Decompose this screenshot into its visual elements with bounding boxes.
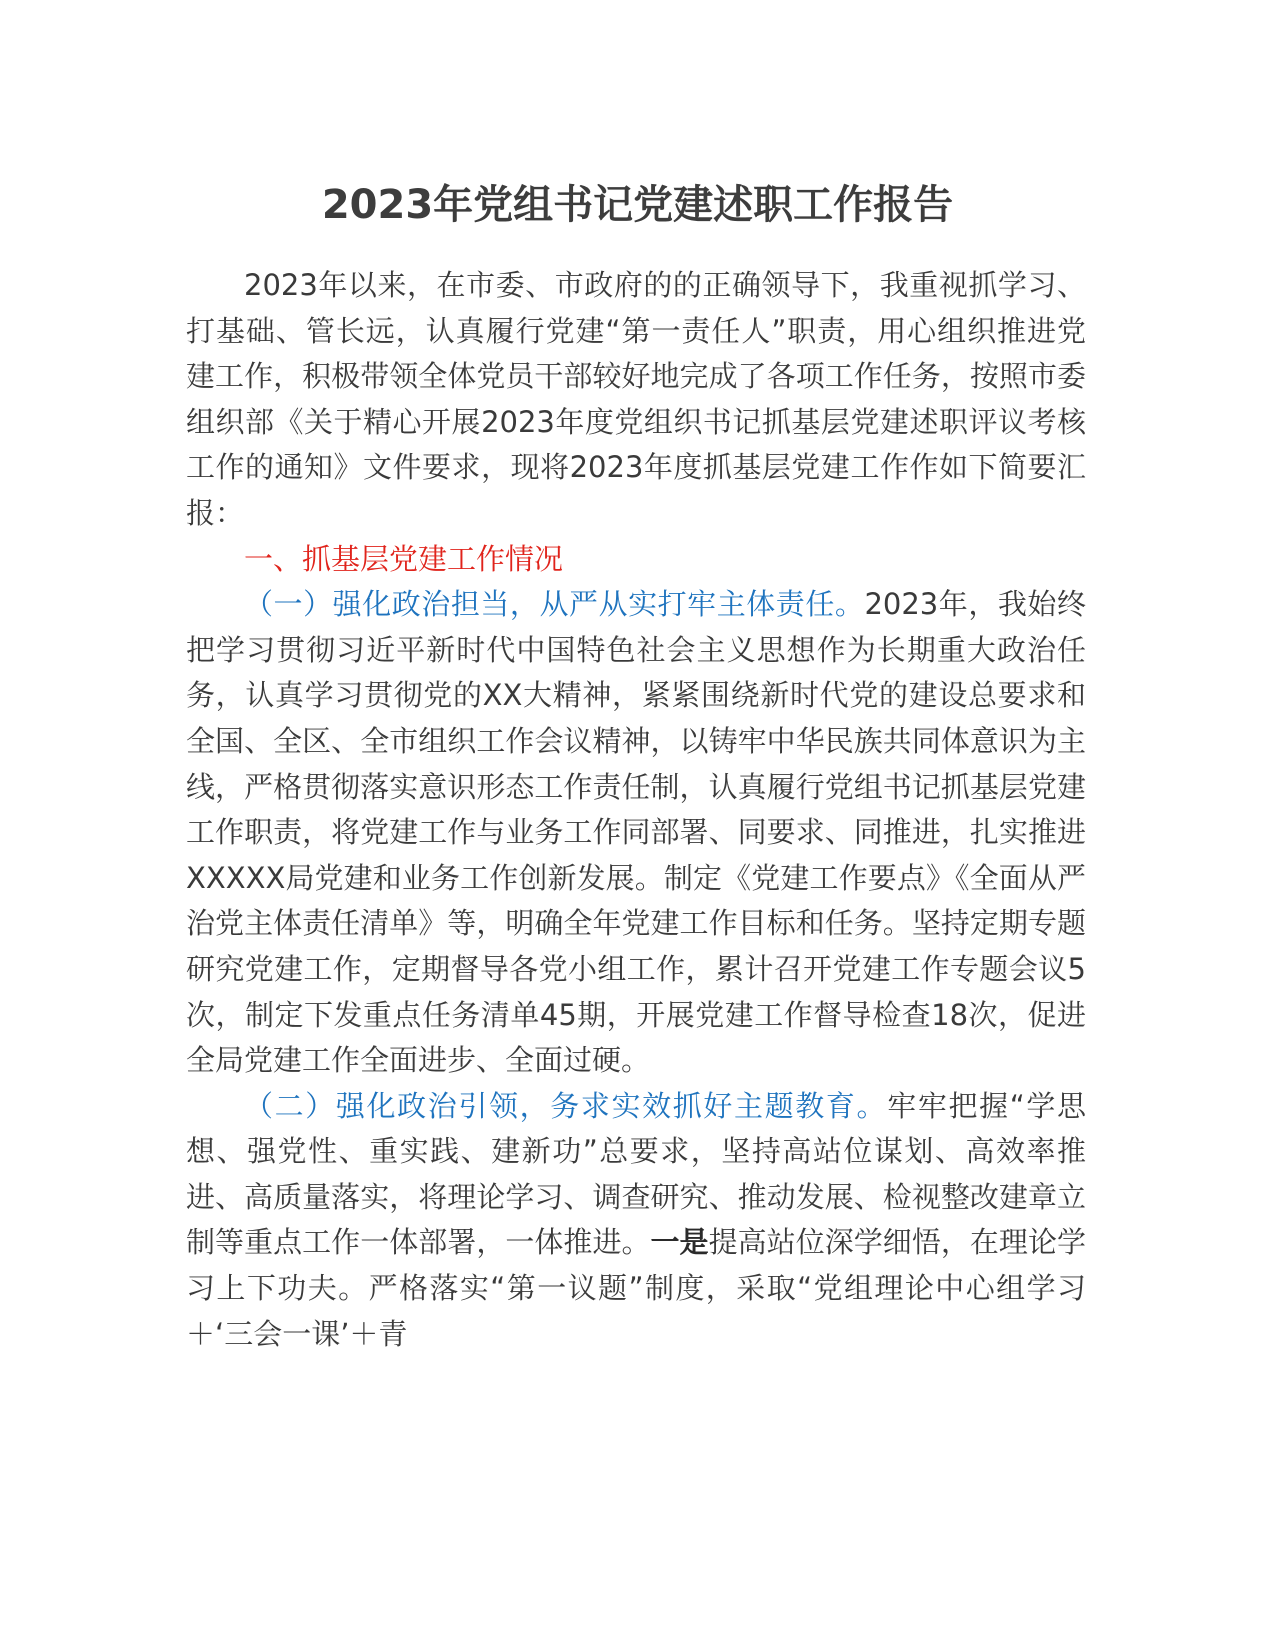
subsection-2-heading: （二）强化政治引领，务求实效抓好主题教育。	[244, 1088, 888, 1123]
document-body	[186, 263, 1086, 1357]
subsection-2-body-b: 提高站位深学细悟，在理论学习上下功夫。严格落实“第一议题”制度，采取“党组理论中心组学习＋‘三会一课’＋青	[186, 1225, 1086, 1351]
subsection-2-paragraph	[186, 1084, 1086, 1358]
subsection-1-body: 2023年，我始终把学习贯彻习近平新时代中国特色社会主义思想作为长期重大政治任务，认真学习贯彻党的XX大精神，紧紧围绕新时代党的建设总要求和全国、全区、全市组织工作会议精神，以铸牢中华民族共同体意识为主线，严格贯彻落实意识形态工作责任制，认真履行党组书记抓基层党建工作职责，将党建工作与业务工作同部署、同要求、同推进，扎实推进XXXXX局党建和业务工作创新发展。制定《党建工作要点》《全面从严治党主体责任清单》等，明确全年党建工作目标和任务。坚持定期专题研究党建工作，定期督导各党小组工作，累计召开党建工作专题会议5次，制定下发重点任务清单45期，开展党建工作督导检查18次，促进全局党建工作全面进步、全面过硬。	[186, 587, 1086, 1078]
document-title: 2023年党组书记党建述职工作报告	[321, 182, 954, 228]
subsection-1-paragraph	[186, 582, 1086, 1084]
section-heading: 一、抓基层党建工作情况	[244, 541, 564, 576]
subsection-2-body-a: 牢牢把握“学思想、强党性、重实践、建新功”总要求，坚持高站位谋划、高效率推进、高质量落实，将理论学习、调查研究、推动发展、检视整改建章立制等重点工作一体部署，一体推进。	[186, 1088, 1086, 1260]
subsection-2-bold-marker: 一是	[650, 1225, 709, 1260]
intro-paragraph: 2023年以来，在市委、市政府的的正确领导下，我重视抓学习、打基础、管长远，认真履行党建“第一责任人”职责，用心组织推进党建工作，积极带领全体党员干部较好地完成了各项工作任务，按照市委组织部《关于精心开展2023年度党组织书记抓基层党建述职评议考核工作的通知》文件要求，现将2023年度抓基层党建工作作如下简要汇报：	[186, 268, 1086, 530]
subsection-1-heading: （一）强化政治担当，从严从实打牢主体责任。	[244, 587, 865, 622]
